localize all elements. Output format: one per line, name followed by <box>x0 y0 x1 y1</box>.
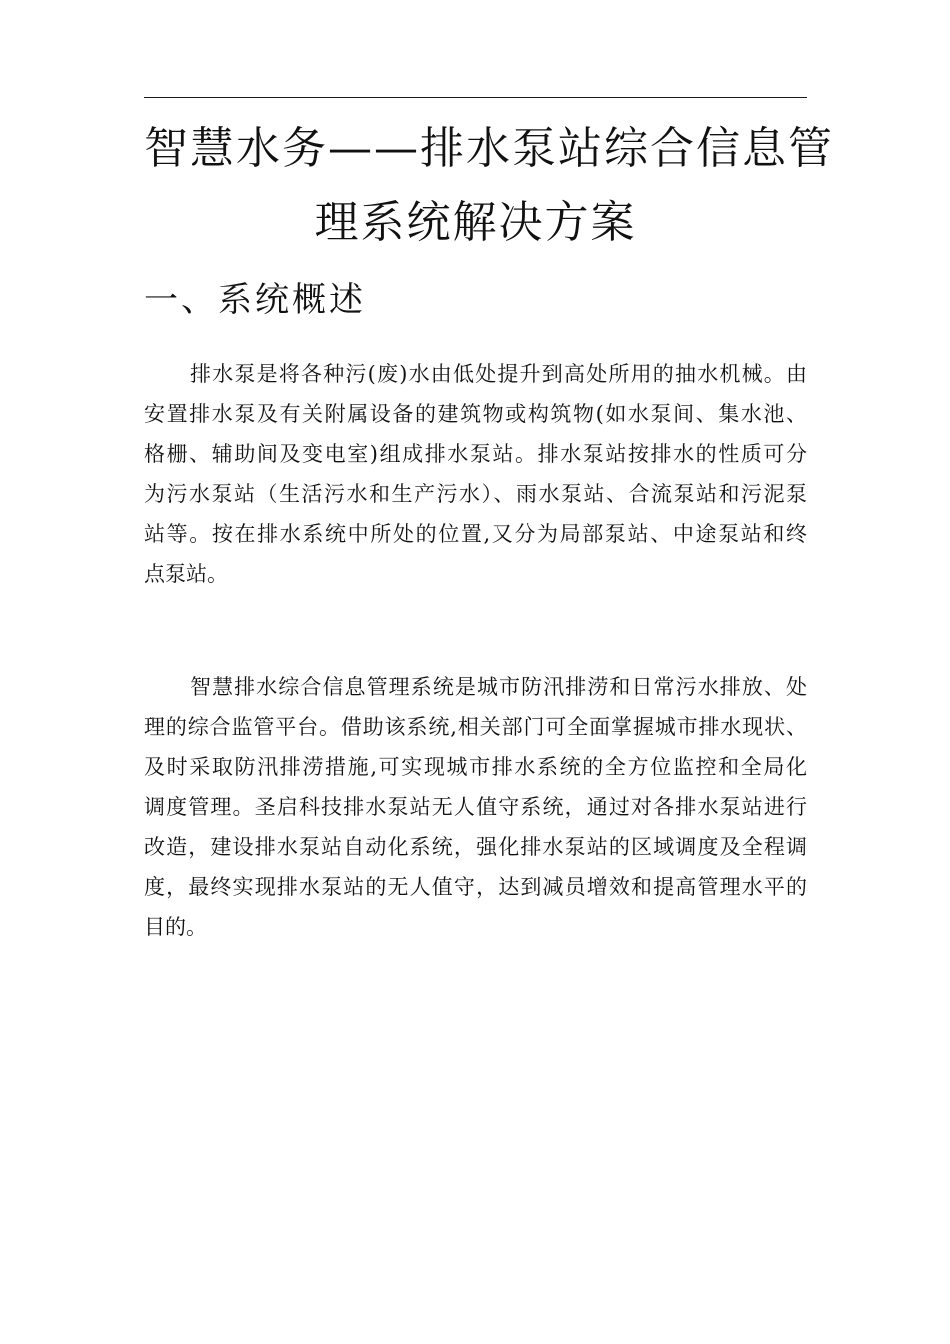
paragraph-line: 站等。按在排水系统中所处的位置,又分为局部泵站、中途泵站和终 <box>144 522 807 546</box>
paragraph-line: 格栅、辅助间及变电室)组成排水泵站。排水泵站按排水的性质可分 <box>144 442 807 466</box>
paragraph-line: 排水泵是将各种污(废)水由低处提升到高处所用的抽水机械。由 <box>190 362 807 386</box>
paragraph-line: 点泵站。 <box>144 562 228 586</box>
document-title <box>144 112 834 260</box>
header-rule <box>144 97 807 98</box>
paragraph-line: 目的。 <box>144 915 207 939</box>
paragraph-line: 智慧排水综合信息管理系统是城市防汛排涝和日常污水排放、处 <box>190 675 807 699</box>
title-line: 智慧水务——排水泵站综合信息管 <box>144 123 834 174</box>
section-heading: 一、系统概述 <box>144 280 366 320</box>
paragraph-line: 调度管理。圣启科技排水泵站无人值守系统，通过对各排水泵站进行 <box>144 795 807 819</box>
paragraph-line: 及时采取防汛排涝措施,可实现城市排水系统的全方位监控和全局化 <box>144 755 807 779</box>
paragraph-line: 安置排水泵及有关附属设备的建筑物或构筑物(如水泵间、集水池、 <box>144 402 807 426</box>
paragraph-system <box>144 667 807 947</box>
title-line: 理系统解决方案 <box>314 197 637 248</box>
paragraph-line: 理的综合监管平台。借助该系统,相关部门可全面掌握城市排水现状、 <box>144 715 807 739</box>
paragraph-line: 度，最终实现排水泵站的无人值守，达到减员增效和提高管理水平的 <box>144 875 807 899</box>
paragraph-line: 改造，建设排水泵站自动化系统，强化排水泵站的区域调度及全程调 <box>144 835 807 859</box>
paragraph-overview <box>144 354 807 594</box>
paragraph-line: 为污水泵站（生活污水和生产污水）、雨水泵站、合流泵站和污泥泵 <box>144 482 807 506</box>
